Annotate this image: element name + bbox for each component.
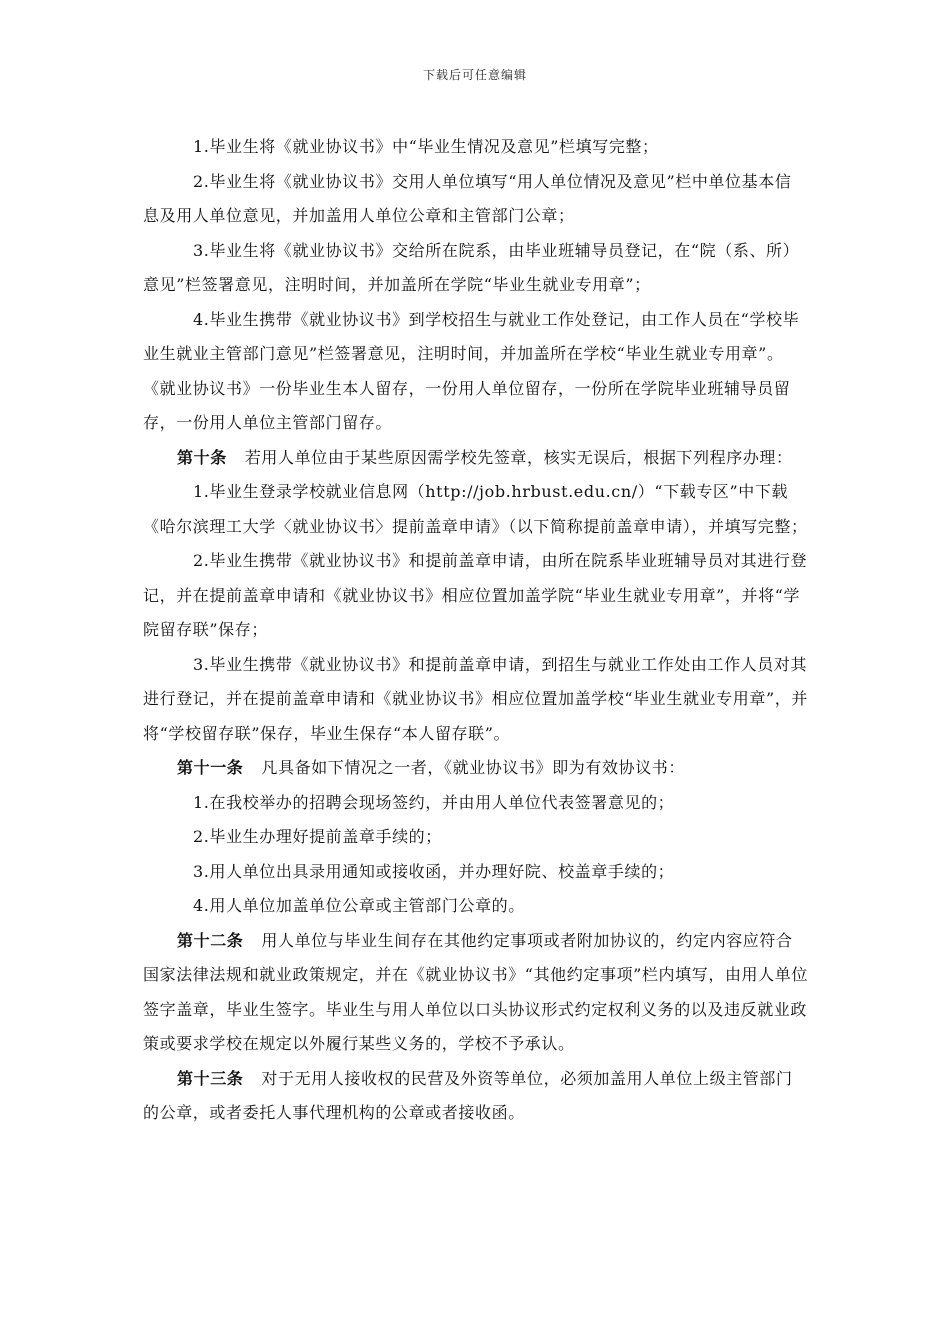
procedure-item — [143, 648, 808, 752]
paragraph-text: 2.毕业生办理好提前盖章手续的； — [193, 827, 442, 846]
paragraph-text: 1.在我校举办的招聘会现场签约，并由用人单位代表签署意见的； — [193, 792, 675, 812]
paragraph-text: 2.毕业生携带《就业协议书》和提前盖章申请，由所在院系毕业班辅导员对其进行登记，并在提前盖章申请和《就业协议书》相应位置加盖学院“毕业生就业专用章”，并将“学院留存联”保存； — [143, 551, 808, 639]
paragraph-text: 1.毕业生登录学校就业信息网（http://job.hrbust.edu.cn/）“下载专区”中下载《哈尔滨理工大学〈就业协议书〉提前盖章申请》（以下简称提前盖章申请），并填写完整； — [143, 482, 808, 536]
paragraph-text: 对于无用人接收权的民营及外资等单位，必须加盖用人单位上级主管部门的公章，或者委托人事代理机构的公章或者接收函。 — [143, 1068, 793, 1122]
document-body — [143, 130, 808, 1131]
condition-item — [143, 889, 808, 924]
paragraph-text: 4.毕业生携带《就业协议书》到学校招生与就业工作处登记，由工作人员在“学校毕业生就业主管部门意见”栏签署意见，注明时间，并加盖所在学校“毕业生就业专用章”。《就业协议书》一份毕业生本人留存，一份用人单位留存，一份所在学院毕业班辅导员留存，一份用人单位主管部门留存。 — [143, 309, 800, 432]
paragraph-text: 若用人单位由于某些原因需学校先签章，核实无误后，根据下列程序办理： — [244, 447, 793, 467]
paragraph-text: 4.用人单位加盖单位公章或主管部门公章的。 — [193, 896, 525, 915]
article-paragraph — [143, 924, 808, 1062]
article-paragraph — [143, 751, 808, 786]
page-header-note: 下载后可任意编辑 — [422, 68, 527, 82]
condition-item — [143, 786, 808, 821]
paragraph-text: 凡具备如下情况之一者，《就业协议书》即为有效协议书： — [261, 758, 686, 777]
article-paragraph — [143, 441, 808, 476]
article-heading: 第十三条 — [177, 1068, 244, 1088]
article-paragraph — [143, 1062, 808, 1131]
article-heading: 第十条 — [177, 447, 227, 467]
paragraph-text: 1.毕业生将《就业协议书》中“毕业生情况及意见”栏填写完整； — [193, 137, 659, 156]
paragraph-text: 用人单位与毕业生间存在其他约定事项或者附加协议的，约定内容应符合国家法律法规和就业政策规定，并在《就业协议书》“其他约定事项”栏内填写，由用人单位签字盖章，毕业生签字。毕业生与用人单位以口头协议形式约定权利义务的以及违反就业政策或要求学校在规定以外履行某些义务的，学校不予承认。 — [143, 930, 808, 1053]
article-heading: 第十二条 — [177, 930, 244, 950]
procedure-item — [143, 544, 808, 648]
procedure-item — [143, 234, 808, 303]
procedure-item — [143, 130, 808, 165]
paragraph-text: 3.毕业生将《就业协议书》交给所在院系，由毕业班辅导员登记，在“院（系、所）意见”栏签署意见，注明时间，并加盖所在学院“毕业生就业专用章”； — [143, 240, 800, 294]
procedure-item — [143, 303, 808, 441]
article-heading: 第十一条 — [177, 758, 244, 777]
paragraph-text: 3.用人单位出具录用通知或接收函，并办理好院、校盖章手续的； — [193, 861, 675, 881]
condition-item — [143, 820, 808, 855]
paragraph-text: 3.毕业生携带《就业协议书》和提前盖章申请，到招生与就业工作处由工作人员对其进行登记，并在提前盖章申请和《就业协议书》相应位置加盖学校“毕业生就业专用章”，并将“学校留存联”保存，毕业生保存“本人留存联”。 — [143, 654, 808, 743]
condition-item — [143, 855, 808, 890]
paragraph-text: 2.毕业生将《就业协议书》交用人单位填写“用人单位情况及意见”栏中单位基本信息及用人单位意见，并加盖用人单位公章和主管部门公章； — [143, 171, 792, 225]
procedure-item — [143, 475, 808, 544]
procedure-item — [143, 165, 808, 234]
